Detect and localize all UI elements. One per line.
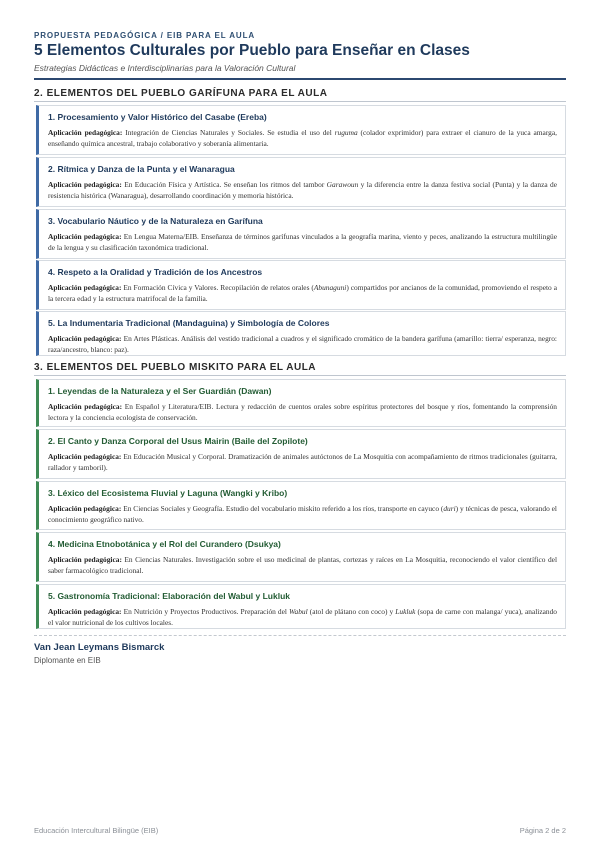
document-title: 5 Elementos Culturales por Pueblo para Enseñar en Clases <box>34 42 470 59</box>
card-text: En Artes Plásticas. Análisis del vestido tradicional a cuadros y el significado cromático de la bandera garífuna (amarillo: tierra/ esperanza, negro: raza/ancestro, blanco: paz). <box>48 334 557 354</box>
card-text: En Formación Cívica y Valores. Recopilación de relatos orales (Abunaguni) compartidos por ancianos de la comunidad, promoviendo el respeto a la tercera edad y la estructura matrifocal de la familia. <box>48 283 557 303</box>
card-label: Aplicación pedagógica: <box>48 607 122 616</box>
card-text: En Educación Física y Artística. Se enseñan los ritmos del tambor Garawoun y la diferencia entre la danza festiva social (Punta) y la danza de resistencia histórica (Wanaragua), desarrollando coordinación y memoria histórica. <box>48 180 557 200</box>
author-name: Van Jean Leymans Bismarck <box>34 642 165 653</box>
author-role: Diplomante en EIB <box>34 656 101 665</box>
card-label: Aplicación pedagógica: <box>48 180 122 189</box>
card-body <box>48 554 557 576</box>
card-label: Aplicación pedagógica: <box>48 402 123 411</box>
garifuna-card-3 <box>36 209 566 259</box>
card-body <box>48 606 557 628</box>
card-body <box>48 179 557 201</box>
card-text: Integración de Ciencias Naturales y Sociales. Se estudia el uso del ruguma (colador exprimidor) para extraer el cianuro de la yuca amarga, enseñando química ancestral, trabajo colaborativo y soberanía alimentaria. <box>48 128 557 148</box>
card-title: 2. Rítmica y Danza de la Punta y el Wanaragua <box>48 164 235 174</box>
section-divider-garifuna <box>34 101 566 102</box>
card-label: Aplicación pedagógica: <box>48 128 123 137</box>
document-subtitle: Estrategias Didácticas e Interdisciplinarias para la Valoración Cultural <box>34 63 296 73</box>
card-title: 4. Medicina Etnobotánica y el Rol del Curandero (Dsukya) <box>48 539 281 549</box>
card-title: 3. Vocabulario Náutico y de la Naturaleza en Garífuna <box>48 216 263 226</box>
miskito-card-2 <box>36 429 566 479</box>
section-title-miskito: 3. ELEMENTOS DEL PUEBLO MISKITO PARA EL AULA <box>34 362 317 373</box>
card-body <box>48 127 557 149</box>
garifuna-card-4 <box>36 260 566 310</box>
card-body <box>48 401 557 423</box>
garifuna-card-5 <box>36 311 566 356</box>
garifuna-card-2 <box>36 157 566 207</box>
miskito-card-1 <box>36 379 566 427</box>
card-body <box>48 451 557 473</box>
miskito-card-3 <box>36 481 566 530</box>
card-title: 2. El Canto y Danza Corporal del Usus Mairin (Baile del Zopilote) <box>48 436 308 446</box>
card-body <box>48 333 557 355</box>
card-label: Aplicación pedagógica: <box>48 452 122 461</box>
section-title-garifuna: 2. ELEMENTOS DEL PUEBLO GARÍFUNA PARA EL AULA <box>34 88 328 99</box>
card-body <box>48 503 557 525</box>
garifuna-card-1 <box>36 105 566 155</box>
section-divider-miskito <box>34 375 566 376</box>
card-text: En Español y Literatura/EIB. Lectura y redacción de cuentos orales sobre espíritus protectores del bosque y ríos, fomentando la comprensión lectora y la conciencia ecologista de conservación. <box>48 402 557 422</box>
card-label: Aplicación pedagógica: <box>48 232 122 241</box>
header-divider <box>34 78 566 80</box>
card-body <box>48 231 557 253</box>
card-title: 1. Procesamiento y Valor Histórico del Casabe (Ereba) <box>48 112 267 122</box>
card-title: 5. La Indumentaria Tradicional (Mandaguina) y Simbología de Colores <box>48 318 330 328</box>
footer-program: Educación Intercultural Bilingüe (EIB) <box>34 826 159 835</box>
card-label: Aplicación pedagógica: <box>48 504 122 513</box>
card-body <box>48 282 557 304</box>
card-text: En Ciencias Naturales. Investigación sobre el uso medicinal de plantas, cortezas y raíces en La Mosquitia, reconociendo el valor científico del saber farmacológico tradicional. <box>48 555 557 575</box>
card-title: 3. Léxico del Ecosistema Fluvial y Laguna (Wangki y Kribo) <box>48 488 288 498</box>
card-label: Aplicación pedagógica: <box>48 334 122 343</box>
miskito-card-4 <box>36 532 566 582</box>
card-text: En Educación Musical y Corporal. Dramatización de animales autóctonos de La Mosquitia con acompañamiento de ritmos tradicionales (guitarra, rallador y tamboril). <box>48 452 557 472</box>
signature-divider <box>34 635 566 636</box>
card-label: Aplicación pedagógica: <box>48 555 122 564</box>
card-title: 4. Respeto a la Oralidad y Tradición de los Ancestros <box>48 267 263 277</box>
card-text: En Nutrición y Proyectos Productivos. Preparación del Wabul (atol de plátano con coco) y Lukluk (sopa de carne con malanga/ yuca), analizando el valor nutricional de los cultivos locales. <box>48 607 557 627</box>
page-number: Página 2 de 2 <box>519 826 566 835</box>
card-text: En Lengua Materna/EIB. Enseñanza de términos garífunas vinculados a la geografía marina, viento y peces, analizando la estructura multilingüe de la lengua y su clasificación taxonómica tradicional. <box>48 232 557 252</box>
card-title: 5. Gastronomía Tradicional: Elaboración del Wabul y Lukluk <box>48 591 290 601</box>
document-kicker: PROPUESTA PEDAGÓGICA / EIB PARA EL AULA <box>34 31 256 40</box>
card-title: 1. Leyendas de la Naturaleza y el Ser Guardián (Dawan) <box>48 386 272 396</box>
miskito-card-5 <box>36 584 566 629</box>
card-label: Aplicación pedagógica: <box>48 283 122 292</box>
card-text: En Ciencias Sociales y Geografía. Estudio del vocabulario miskito referido a los ríos, transporte en cayuco (duri) y técnicas de pesca, valorando el conocimiento geográfico nativo. <box>48 504 557 524</box>
